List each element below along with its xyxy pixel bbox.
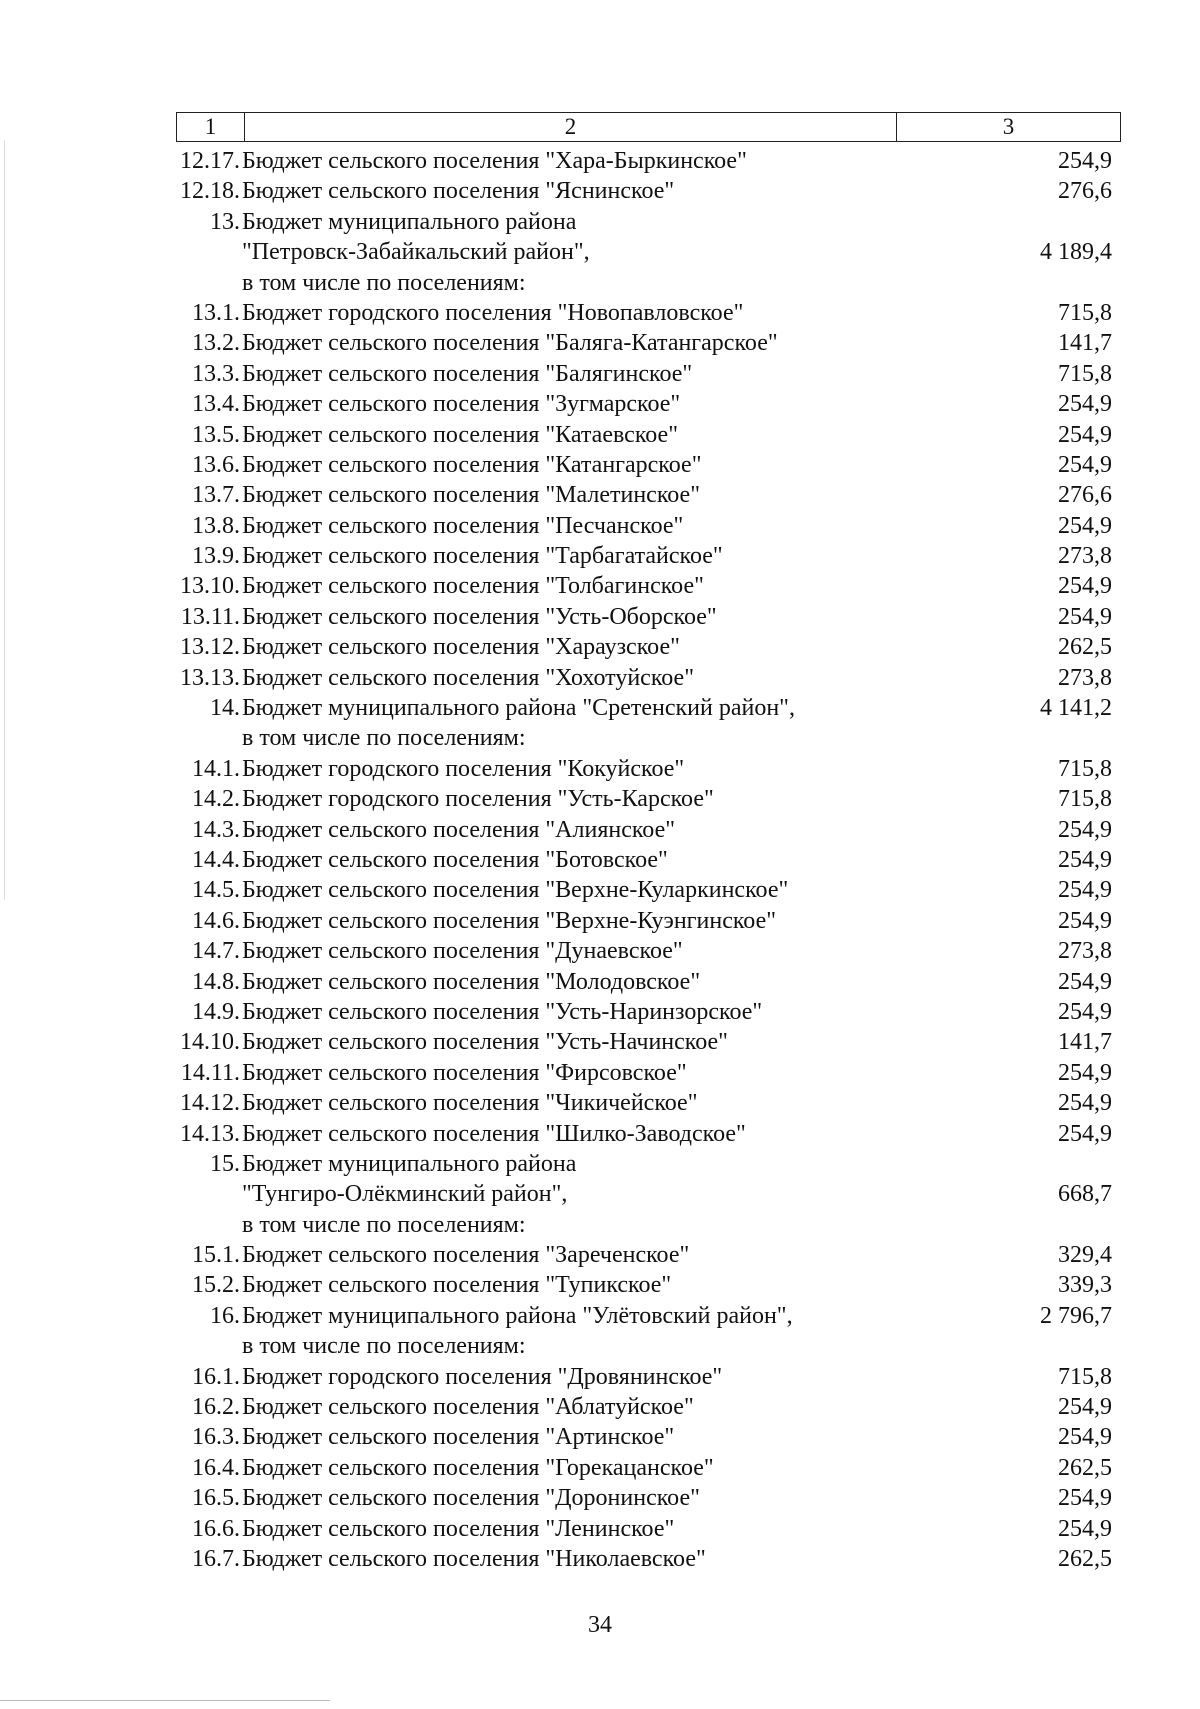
row-value: 276,6	[1058, 482, 1112, 509]
row-value: 254,9	[1058, 1485, 1112, 1512]
row-text: Бюджет сельского поселения "Катангарское"	[242, 451, 702, 478]
row-text: Бюджет сельского поселения "Ботовское"	[242, 846, 668, 873]
header-col-1: 1	[177, 113, 245, 141]
table-row	[0, 1422, 1200, 1452]
table-row	[0, 1392, 1200, 1422]
row-value: 715,8	[1058, 755, 1112, 782]
row-text: Бюджет городского поселения "Кокуйское"	[242, 755, 685, 782]
row-value: 254,9	[1058, 1059, 1112, 1086]
row-number: 15.2.	[192, 1272, 240, 1299]
table-row	[0, 1514, 1200, 1544]
row-number: 16.1.	[192, 1363, 240, 1390]
table-row	[0, 1362, 1200, 1392]
row-value: 262,5	[1058, 634, 1112, 661]
row-number: 13.11.	[180, 603, 240, 630]
table-row	[0, 936, 1200, 966]
table-row	[0, 420, 1200, 450]
row-value: 262,5	[1058, 1545, 1112, 1572]
table-header	[176, 112, 1121, 142]
row-number: 13.10.	[180, 573, 240, 600]
row-value: 254,9	[1058, 877, 1112, 904]
table-row	[0, 1483, 1200, 1513]
table-row	[0, 541, 1200, 571]
row-number: 13.8.	[192, 512, 240, 539]
table-row	[0, 1027, 1200, 1057]
table-row	[0, 845, 1200, 875]
row-number: 13.13.	[180, 664, 240, 691]
table-row	[0, 389, 1200, 419]
table-row	[0, 1240, 1200, 1270]
row-value: 4 189,4	[1040, 239, 1112, 266]
row-number: 14.4.	[192, 846, 240, 873]
row-value: 254,9	[1058, 998, 1112, 1025]
row-text: Бюджет муниципального района "Сретенский район",	[242, 695, 795, 722]
row-text: Бюджет сельского поселения "Верхне-Куларкинское"	[242, 877, 789, 904]
row-value: 254,9	[1058, 421, 1112, 448]
row-value: 141,7	[1058, 1029, 1112, 1056]
row-number: 14.8.	[192, 968, 240, 995]
row-text: Бюджет сельского поселения "Дунаевское"	[242, 938, 683, 965]
row-number: 16.2.	[192, 1394, 240, 1421]
row-text: Бюджет сельского поселения "Ленинское"	[242, 1515, 675, 1542]
table-row	[0, 146, 1200, 176]
row-value: 254,9	[1058, 148, 1112, 174]
row-value: 254,9	[1058, 391, 1112, 418]
row-value: 254,9	[1058, 512, 1112, 539]
row-text: Бюджет муниципального района	[242, 1150, 577, 1177]
row-value: 254,9	[1058, 451, 1112, 478]
table-row	[0, 1119, 1200, 1149]
row-value: 329,4	[1058, 1242, 1112, 1269]
row-value: 715,8	[1058, 299, 1112, 326]
row-text: Бюджет сельского поселения "Алиянское"	[242, 816, 676, 843]
row-text: Бюджет сельского поселения "Баляга-Катангарское"	[242, 330, 778, 357]
row-text: Бюджет сельского поселения "Верхне-Куэнгинское"	[242, 907, 777, 934]
table-row	[0, 784, 1200, 814]
row-value: 254,9	[1058, 1394, 1112, 1421]
table-row	[0, 1179, 1200, 1209]
row-number: 14.1.	[192, 755, 240, 782]
row-text: в том числе по поселениям:	[242, 1211, 526, 1238]
row-value: 254,9	[1058, 1120, 1112, 1147]
row-value: 4 141,2	[1040, 695, 1112, 722]
table-row	[0, 1453, 1200, 1483]
row-text: Бюджет сельского поселения "Зугмарское"	[242, 391, 681, 418]
row-text: Бюджет сельского поселения "Горекацанское"	[242, 1454, 714, 1481]
table-row	[0, 359, 1200, 389]
row-value: 273,8	[1058, 543, 1112, 570]
row-value: 254,9	[1058, 603, 1112, 630]
row-text: Бюджет сельского поселения "Доронинское"	[242, 1485, 700, 1512]
scan-edge-bottom	[0, 1700, 330, 1701]
row-text: в том числе по поселениям:	[242, 269, 526, 296]
row-text: в том числе по поселениям:	[242, 1333, 526, 1360]
row-value: 715,8	[1058, 1363, 1112, 1390]
row-text: Бюджет сельского поселения "Усть-Оборское"	[242, 603, 717, 630]
row-value: 715,8	[1058, 786, 1112, 813]
row-text: Бюджет сельского поселения "Николаевское"	[242, 1545, 706, 1572]
table-row	[0, 1301, 1200, 1331]
table-row	[0, 632, 1200, 662]
row-text: Бюджет муниципального района	[242, 208, 577, 235]
table-row	[0, 176, 1200, 206]
table-row	[0, 571, 1200, 601]
row-text: "Тунгиро-Олёкминский район",	[242, 1181, 568, 1208]
table-row	[0, 1149, 1200, 1179]
row-number: 13.6.	[192, 451, 240, 478]
row-value: 273,8	[1058, 938, 1112, 965]
row-text: Бюджет сельского поселения "Артинское"	[242, 1424, 675, 1451]
row-value: 668,7	[1058, 1181, 1112, 1208]
row-value: 273,8	[1058, 664, 1112, 691]
row-text: Бюджет сельского поселения "Хара-Быркинское"	[242, 148, 747, 174]
row-number: 14.6.	[192, 907, 240, 934]
row-value: 254,9	[1058, 1090, 1112, 1117]
row-number: 16.4.	[192, 1454, 240, 1481]
row-text: Бюджет сельского поселения "Зареченское"	[242, 1242, 690, 1269]
table-row	[0, 723, 1200, 753]
row-number: 13.4.	[192, 391, 240, 418]
table-row	[0, 754, 1200, 784]
table-row	[0, 511, 1200, 541]
table-row	[0, 997, 1200, 1027]
table-row	[0, 875, 1200, 905]
row-text: Бюджет сельского поселения "Шилко-Заводское"	[242, 1120, 746, 1147]
row-text: Бюджет сельского поселения "Усть-Начинское"	[242, 1029, 728, 1056]
row-value: 254,9	[1058, 816, 1112, 843]
row-text: Бюджет сельского поселения "Малетинское"	[242, 482, 701, 509]
table-row	[0, 450, 1200, 480]
row-text: Бюджет сельского поселения "Усть-Наринзорское"	[242, 998, 763, 1025]
row-text: "Петровск-Забайкальский район",	[242, 239, 590, 266]
table-row	[0, 1088, 1200, 1118]
table-row	[0, 480, 1200, 510]
row-number: 16.7.	[192, 1545, 240, 1572]
row-number: 14.3.	[192, 816, 240, 843]
row-text: Бюджет городского поселения "Усть-Карское"	[242, 786, 714, 813]
row-text: Бюджет городского поселения "Дровянинское"	[242, 1363, 723, 1390]
row-value: 254,9	[1058, 1424, 1112, 1451]
row-text: Бюджет сельского поселения "Чикичейское"	[242, 1090, 698, 1117]
row-text: Бюджет сельского поселения "Яснинское"	[242, 178, 675, 205]
table-row	[0, 268, 1200, 298]
table-row	[0, 328, 1200, 358]
table-row	[0, 1331, 1200, 1361]
row-value: 276,6	[1058, 178, 1112, 205]
table-row	[0, 237, 1200, 267]
row-number: 15.1.	[192, 1242, 240, 1269]
row-number: 14.10.	[180, 1029, 240, 1056]
table-row	[0, 1210, 1200, 1240]
table-row	[0, 1058, 1200, 1088]
row-number: 13.9.	[192, 543, 240, 570]
table-row	[0, 207, 1200, 237]
row-text: Бюджет сельского поселения "Фирсовское"	[242, 1059, 687, 1086]
row-text: Бюджет сельского поселения "Хохотуйское"	[242, 664, 695, 691]
row-number: 14.13.	[180, 1120, 240, 1147]
row-number: 16.6.	[192, 1515, 240, 1542]
table-row	[0, 906, 1200, 936]
table-row	[0, 1270, 1200, 1300]
row-text: Бюджет сельского поселения "Аблатуйское"	[242, 1394, 694, 1421]
row-number: 13.12.	[180, 634, 240, 661]
table-row	[0, 663, 1200, 693]
table-row	[0, 1544, 1200, 1574]
row-text: Бюджет сельского поселения "Песчанское"	[242, 512, 684, 539]
row-number: 14.11.	[180, 1059, 240, 1086]
row-number: 16.3.	[192, 1424, 240, 1451]
table-row	[0, 298, 1200, 328]
table-row	[0, 815, 1200, 845]
row-value: 254,9	[1058, 1515, 1112, 1542]
row-text: Бюджет сельского поселения "Тупикское"	[242, 1272, 672, 1299]
row-text: Бюджет муниципального района "Улётовский район",	[242, 1302, 793, 1329]
row-number: 14.9.	[192, 998, 240, 1025]
row-number: 14.7.	[192, 938, 240, 965]
row-number: 16.5.	[192, 1485, 240, 1512]
row-value: 339,3	[1058, 1272, 1112, 1299]
row-value: 2 796,7	[1040, 1302, 1112, 1329]
header-col-3: 3	[1002, 114, 1015, 139]
row-text: в том числе по поселениям:	[242, 725, 526, 752]
row-number: 14.2.	[192, 786, 240, 813]
row-number: 13.1.	[192, 299, 240, 326]
page-number: 34	[588, 1612, 612, 1638]
row-number: 14.5.	[192, 877, 240, 904]
row-text: Бюджет сельского поселения "Тарбагатайское"	[242, 543, 723, 570]
row-number: 12.18.	[180, 178, 240, 205]
row-value: 715,8	[1058, 360, 1112, 387]
row-number: 15.	[210, 1150, 240, 1177]
header-col-2: 2	[245, 113, 897, 141]
row-number: 13.5.	[192, 421, 240, 448]
table-body	[0, 146, 1200, 1574]
row-number: 14.12.	[180, 1090, 240, 1117]
table-row	[0, 602, 1200, 632]
row-number: 14.	[210, 695, 240, 722]
row-value: 254,9	[1058, 968, 1112, 995]
row-value: 262,5	[1058, 1454, 1112, 1481]
table-row	[0, 967, 1200, 997]
row-value: 254,9	[1058, 846, 1112, 873]
row-text: Бюджет сельского поселения "Хараузское"	[242, 634, 680, 661]
row-text: Бюджет городского поселения "Новопавловское"	[242, 299, 744, 326]
row-number: 13.7.	[192, 482, 240, 509]
row-number: 12.17.	[180, 148, 240, 174]
row-number: 13.	[210, 208, 240, 235]
row-number: 16.	[210, 1302, 240, 1329]
row-text: Бюджет сельского поселения "Балягинское"	[242, 360, 693, 387]
row-text: Бюджет сельского поселения "Толбагинское"	[242, 573, 704, 600]
row-number: 13.2.	[192, 330, 240, 357]
row-value: 141,7	[1058, 330, 1112, 357]
row-text: Бюджет сельского поселения "Катаевское"	[242, 421, 678, 448]
row-value: 254,9	[1058, 907, 1112, 934]
row-text: Бюджет сельского поселения "Молодовское"	[242, 968, 701, 995]
row-value: 254,9	[1058, 573, 1112, 600]
table-row	[0, 693, 1200, 723]
row-number: 13.3.	[192, 360, 240, 387]
